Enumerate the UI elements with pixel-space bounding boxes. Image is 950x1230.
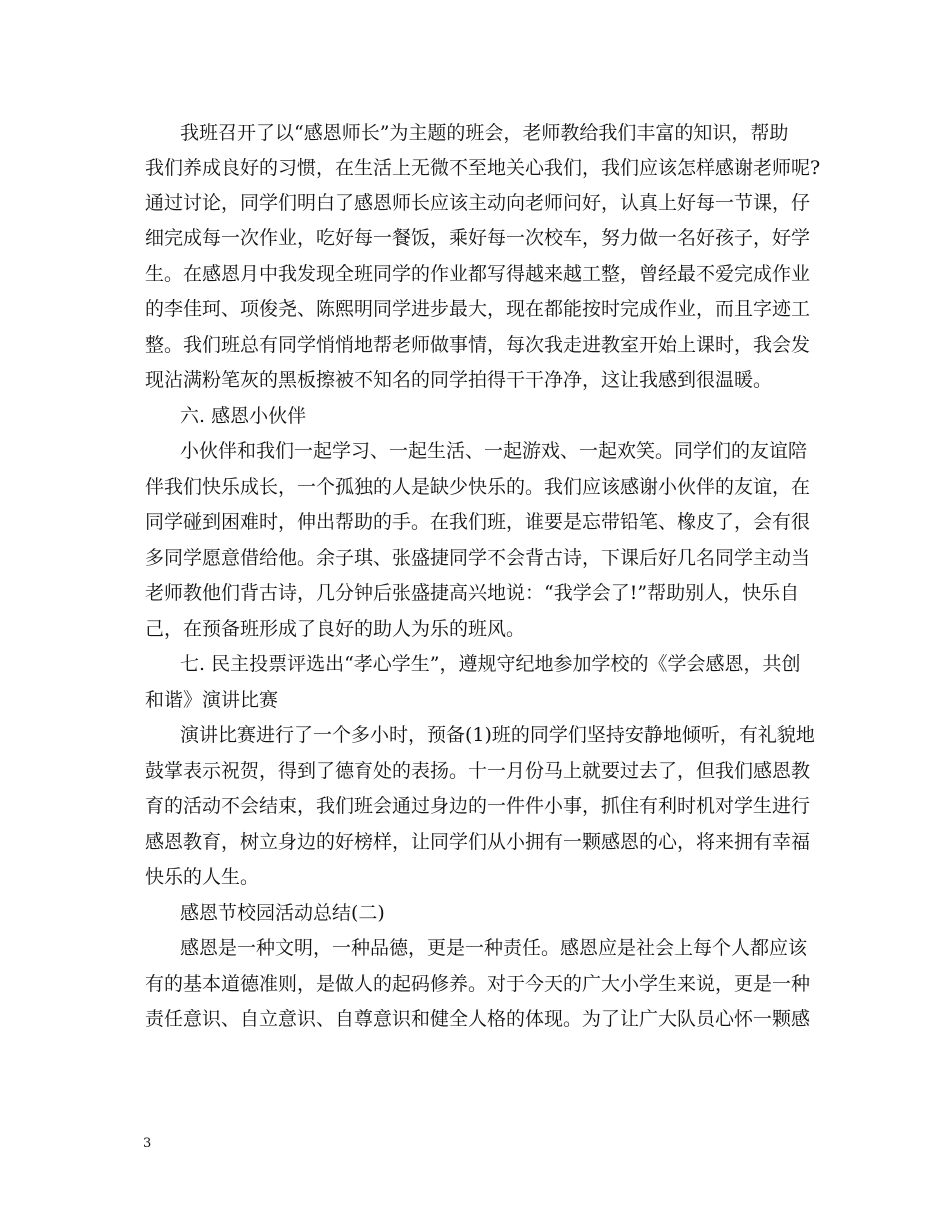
text-line: 快乐的人生。 [145,866,260,888]
text-line: 我们养成良好的习惯，在生活上无微不至地关心我们，我们应该怎样感谢老师呢? [145,157,821,179]
text-line: 我班召开了以“感恩师长”为主题的班会，老师教给我们丰富的知识，帮助 [180,122,789,144]
text-line: 演讲比赛进行了一个多小时，预备(1)班的同学们坚持安静地倾听，有礼貌地 [180,724,815,746]
section-heading: 感恩节校园活动总结(二) [180,902,385,924]
page-number: 3 [143,1136,152,1151]
text-line: 小伙伴和我们一起学习、一起生活、一起游戏、一起欢笑。同学们的友谊陪 [180,440,808,462]
text-line: 细完成每一次作业，吃好每一餐饭，乘好每一次校车，努力做一名好孩子，好学 [145,227,811,249]
text-line: 生。在感恩月中我发现全班同学的作业都写得越来越工整，曾经最不爱完成作业 [145,263,811,285]
text-line: 感恩教育，树立身边的好榜样，让同学们从小拥有一颗感恩的心，将来拥有幸福 [145,831,811,853]
section-heading: 六. 感恩小伙伴 [180,405,307,427]
text-line: 通过讨论，同学们明白了感恩师长应该主动向老师问好，认真上好每一节课，仔 [145,192,811,214]
text-line: 多同学愿意借给他。余子琪、张盛捷同学不会背古诗，下课后好几名同学主动当 [145,547,811,569]
text-line: 整。我们班总有同学悄悄地帮老师做事情，每次我走进教室开始上课时，我会发 [145,334,811,356]
section-heading: 七. 民主投票评选出“孝心学生”，遵规守纪地参加学校的《学会感恩，共创 [180,653,801,675]
text-line: 鼓掌表示祝贺，得到了德育处的表扬。十一月份马上就要过去了，但我们感恩教 [145,760,811,782]
text-line: 现沾满粉笔灰的黑板擦被不知名的同学拍得干干净净，这让我感到很温暖。 [145,369,773,391]
text-line: 的李佳珂、项俊尧、陈熙明同学进步最大，现在都能按时完成作业，而且字迹工 [145,298,811,320]
text-line: 责任意识、自立意识、自尊意识和健全人格的体现。为了让广大队员心怀一颗感 [145,1008,811,1030]
text-line: 老师教他们背古诗，几分钟后张盛捷高兴地说：“我学会了!”帮助别人，快乐自 [145,582,800,604]
text-line: 伴我们快乐成长，一个孤独的人是缺少快乐的。我们应该感谢小伙伴的友谊，在 [145,476,811,498]
section-heading-continued: 和谐》演讲比赛 [145,689,279,711]
text-line: 感恩是一种文明，一种品德，更是一种责任。感恩应是社会上每个人都应该 [180,937,808,959]
text-line: 有的基本道德准则，是做人的起码修养。对于今天的广大小学生来说，更是一种 [145,973,811,995]
text-line: 同学碰到困难时，伸出帮助的手。在我们班，谁要是忘带铅笔、橡皮了，会有很 [145,511,811,533]
text-line: 己，在预备班形成了良好的助人为乐的班风。 [145,618,526,640]
text-line: 育的活动不会结束，我们班会通过身边的一件件小事，抓住有利时机对学生进行 [145,795,811,817]
